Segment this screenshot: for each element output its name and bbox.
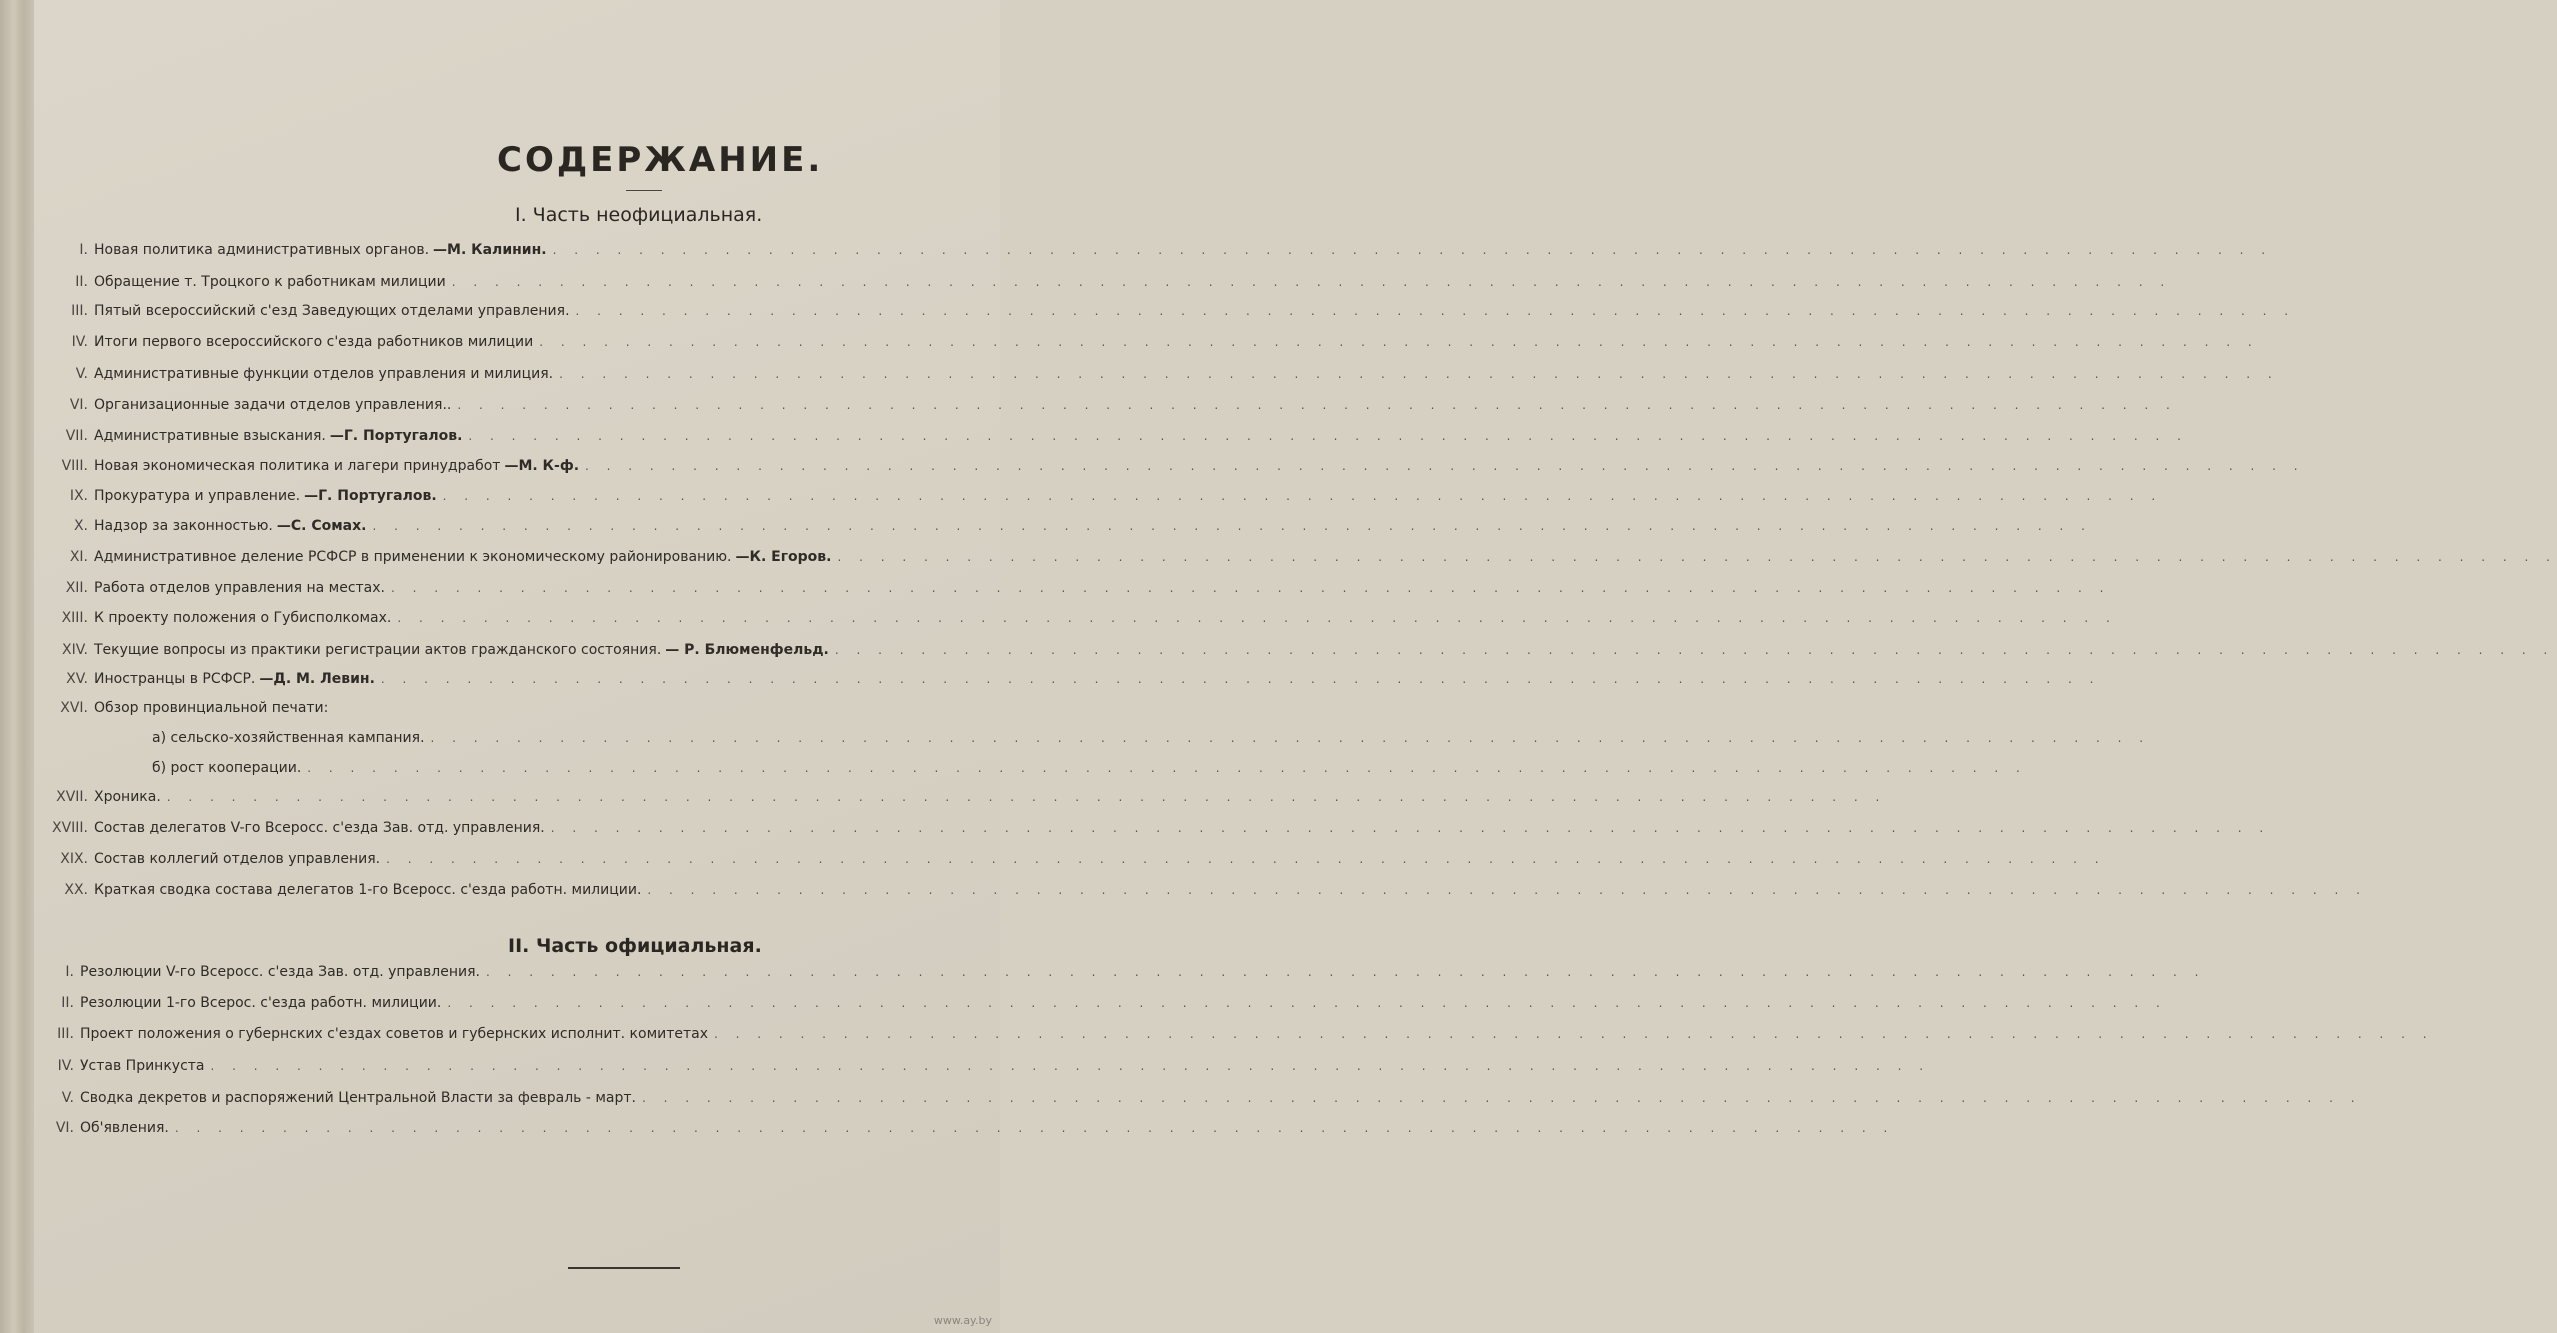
entry-title: б) рост кооперации. [152,760,302,776]
dot-leader: . . . . . . . . . . . . . . . . . . . . . . . . . . . . . . . . . . . . . . . . . . . . . . . . . . . . . . . . . . . . . . . . . . . . . . . . . . . . . . . . [642,1091,2362,1105]
part1-entry [34,274,2172,294]
entry-title: Новая экономическая политика и лагери принудработ [94,458,501,474]
dot-leader: . . . . . . . . . . . . . . . . . . . . . . . . . . . . . . . . . . . . . . . . . . . . . . . . . . . . . . . . . . . . . . . . . . . . . . . . . . . . . . . . [386,852,2106,866]
dot-leader: . . . . . . . . . . . . . . . . . . . . . . . . . . . . . . . . . . . . . . . . . . . . . . . . . . . . . . . . . . . . . . . . . . . . . . . . . . . . . . . . [447,996,2167,1010]
part1-entry [34,580,2111,600]
entry-title: Новая политика административных органов. [94,242,430,258]
entry-title: Проект положения о губернских с'ездах советов и губернских исполнит. комитетах [80,1026,709,1042]
entry-title: Пятый всероссийский с'езд Заведующих отделами управления. [94,303,570,319]
dot-leader: . . . . . . . . . . . . . . . . . . . . . . . . . . . . . . . . . . . . . . . . . . . . . . . . . . . . . . . . . . . . . . . . . . . . . . . . . . . . . . . . [647,883,2367,897]
dot-leader: . . . . . . . . . . . . . . . . . . . . . . . . . . . . . . . . . . . . . . . . . . . . . . . . . . . . . . . . . . . . . . . . . . . . . . . . . . . . . . . . [166,790,1887,804]
bottom-rule [568,1267,680,1269]
dot-leader: . . . . . . . . . . . . . . . . . . . . . . . . . . . . . . . . . . . . . . . . . . . . . . . . . . . . . . . . . . . . . . . . . . . . . . . . . . . . . . . . [210,1059,1931,1073]
dot-leader: . . . . . . . . . . . . . . . . . . . . . . . . . . . . . . . . . . . . . . . . . . . . . . . . . . . . . . . . . . . . . . . . . . . . . . . . . . . . . . . . [451,275,2172,289]
entry-title: Иностранцы в РСФСР. [94,671,256,687]
dot-leader: . . . . . . . . . . . . . . . . . . . . . . . . . . . . . . . . . . . . . . . . . . . . . . . . . . . . . . . . . . . . . . . . . . . . . . . . . . . . . . . . [714,1027,2434,1041]
watermark: www.ay.by [933,1314,992,1327]
entry-title: Хроника. [94,789,161,805]
part1-entry [34,488,2163,508]
entry-title: Краткая сводка состава делегатов 1-го Всеросс. с'езда работн. милиции. [94,882,642,898]
entry-title: Административное деление РСФСР в применении к экономическому районированию. [94,549,732,565]
entry-title: а) сельско-хозяйственная кампания. [152,730,425,746]
entry-title: Резолюции V-го Всеросс. с'езда Зав. отд. управления. [80,964,480,980]
entry-title: Резолюции 1-го Всерос. с'езда работн. милиции. [80,995,442,1011]
part1-entry [34,428,2188,448]
dot-leader: . . . . . . . . . . . . . . . . . . . . . . . . . . . . . . . . . . . . . . . . . . . . . . . . . . . . . . . . . . . . . . . . . . . . . . . . . . . . . . . . [552,243,2273,257]
entry-number: I. [65,964,74,980]
part2-entry [20,964,2206,984]
entry-number: III. [71,303,88,319]
entry-number: IV. [71,334,88,350]
entry-number: II. [61,995,74,1011]
part1-entry [34,851,2106,871]
entry-title: К проекту положения о Губисполкомах. [94,610,392,626]
entry-title: Об'явления. [80,1120,169,1136]
dot-leader: . . . . . . . . . . . . . . . . . . . . . . . . . . . . . . . . . . . . . . . . . . . . . . . . . . . . . . . . . . . . . . . . . . . . . . . . . . . . . . . . [585,459,2305,473]
entry-number: II. [75,274,88,290]
dot-leader: . . . . . . . . . . . . . . . . . . . . . . . . . . . . . . . . . . . . . . . . . . . . . . . . . . . . . . . . . . . . . . . . . . . . . . . . . . . . . . . . [575,304,2296,318]
part1-entry [34,334,2259,354]
entry-author: —Г. Португалов. [329,428,463,444]
dot-leader: . . . . . . . . . . . . . . . . . . . . . . . . . . . . . . . . . . . . . . . . . . . . . . . . . . . . . . . . . . . . . . . . . . . . . . . . . . . . . . . . [397,611,2117,625]
entry-title: Устав Принкуста [80,1058,205,1074]
part1-entry [34,303,2296,323]
entry-number: VI. [55,1120,74,1136]
entry-number: XVII. [56,789,88,805]
part1-entry [34,700,980,720]
entry-title: Итоги первого всероссийского с'езда работников милиции [94,334,534,350]
entry-author: —М. К-ф. [504,458,580,474]
entry-author: —Г. Португалов. [304,488,437,504]
entry-author: —К. Егоров. [735,549,832,565]
part1-entry [34,789,1887,809]
entry-number: XVIII. [51,820,88,836]
part1-entry [34,518,2092,538]
dot-leader: . . . . . . . . . . . . . . . . . . . . . . . . . . . . . . . . . . . . . . . . . . . . . . . . . . . . . . . . . . . . . . . . . . . . . . . . . . . . . . . . [391,581,2111,595]
entry-title: Надзор за законностью. [94,518,273,534]
part1-entry [34,242,2273,262]
entry-number: XII. [65,580,88,596]
entry-title: Работа отделов управления на местах. [94,580,385,596]
part2-entry [20,1058,1931,1078]
entry-title: Текущие вопросы из практики регистрации актов гражданского состояния. [94,642,662,658]
dot-leader: . . . . . . . . . . . . . . . . . . . . . . . . . . . . . . . . . . . . . . . . . . . . . . . . . . . . . . . . . . . . . . . . . . . . . . . . . . . . . . . . [485,965,2206,979]
part1-entry [34,458,2305,478]
entry-number: XVI. [60,700,88,716]
entry-number: XI. [69,549,88,565]
dot-leader: . . . . . . . . . . . . . . . . . . . . . . . . . . . . . . . . . . . . . . . . . . . . . . . . . . . . . . . . . . . . . . . . . . . . . . . . . . . . . . . . [442,489,2163,503]
part2-entry [20,995,2167,1015]
part1-entry [34,820,2271,840]
dot-leader: . . . . . . . . . . . . . . . . . . . . . . . . . . . . . . . . . . . . . . . . . . . . . . . . . . . . . . . . . . . . . . . . . . . . . . . . . . . . . . . . [834,643,2555,657]
entry-title: Обращение т. Троцкого к работникам милиции [94,274,446,290]
part2-heading: II. Часть официальная. [508,935,762,957]
part2-entry [20,1026,2434,1046]
entry-author: —Д. М. Левин. [259,671,375,687]
dot-leader: . . . . . . . . . . . . . . . . . . . . . . . . . . . . . . . . . . . . . . . . . . . . . . . . . . . . . . . . . . . . . . . . . . . . . . . . . . . . . . . . [550,821,2271,835]
entry-number: XV. [66,671,88,687]
dot-leader: . . . . . . . . . . . . . . . . . . . . . . . . . . . . . . . . . . . . . . . . . . . . . . . . . . . . . . . . . . . . . . . . . . . . . . . . . . . . . . . . [174,1121,1895,1135]
entry-title: Сводка декретов и распоряжений Центральной Власти за февраль - март. [80,1090,637,1106]
part2-entry [20,1120,1895,1140]
dot-leader: . . . . . . . . . . . . . . . . . . . . . . . . . . . . . . . . . . . . . . . . . . . . . . . . . . . . . . . . . . . . . . . . . . . . . . . . . . . . . . . . [468,429,2188,443]
entry-number: XIX. [60,851,88,867]
entry-number: III. [57,1026,74,1042]
entry-title: Состав делегатов V-го Всеросс. с'езда Зав. отд. управления. [94,820,545,836]
dot-leader: . . . . . . . . . . . . . . . . . . . . . . . . . . . . . . . . . . . . . . . . . . . . . . . . . . . . . . . . . . . . . . . . . . . . . . . . . . . . . . . . [457,398,2177,412]
title-rule [626,190,662,191]
dot-leader: . . . . . . . . . . . . . . . . . . . . . . . . . . . . . . . . . . . . . . . . . . . . . . . . . . . . . . . . . . . . . . . . . . . . . . . . . . . . . . . . [837,550,2557,564]
part1-entry [34,610,2117,630]
part2-entry [20,1090,2362,1110]
entry-number: VI. [69,397,88,413]
entry-title: Организационные задачи отделов управления.. [94,397,452,413]
dot-leader: . . . . . . . . . . . . . . . . . . . . . . . . . . . . . . . . . . . . . . . . . . . . . . . . . . . . . . . . . . . . . . . . . . . . . . . . . . . . . . . . [307,761,2027,775]
dot-leader: . . . . . . . . . . . . . . . . . . . . . . . . . . . . . . . . . . . . . . . . . . . . . . . . . . . . . . . . . . . . . . . . . . . . . . . . . . . . . . . . [539,335,2259,349]
entry-number: V. [61,1090,74,1106]
part1-entry [34,642,2555,662]
entry-number: VII. [65,428,88,444]
part1-entry [152,760,2027,780]
entry-number: I. [79,242,88,258]
entry-number: V. [75,366,88,382]
part1-entry [152,730,2151,750]
entry-number: IV. [57,1058,74,1074]
entry-number: XIV. [62,642,88,658]
entry-title: Прокуратура и управление. [94,488,301,504]
part1-heading: I. Часть неофициальная. [515,204,763,226]
entry-author: — Р. Блюменфельд. [665,642,829,658]
entry-number: IX. [69,488,88,504]
dot-leader: . . . . . . . . . . . . . . . . . . . . . . . . . . . . . . . . . . . . . . . . . . . . . . . . . . . . . . . . . . . . . . . . . . . . . . . . . . . . . . . . [372,519,2092,533]
part1-entry [34,366,2279,386]
entry-number: XIII. [61,610,88,626]
part1-entry [34,671,2101,691]
entry-title: Административные взыскания. [94,428,326,444]
page-title: СОДЕРЖАНИЕ. [497,140,824,180]
dot-leader: . . . . . . . . . . . . . . . . . . . . . . . . . . . . . . . . . . . . . . . . . . . . . . . . . . . . . . . . . . . . . . . . . . . . . . . . . . . . . . . . [559,367,2279,381]
entry-title: Состав коллегий отделов управления. [94,851,381,867]
entry-author: —М. Калинин. [433,242,547,258]
entry-number: XX. [64,882,88,898]
entry-number: X. [73,518,88,534]
entry-title: Административные функции отделов управления и милиция. [94,366,554,382]
dot-leader: . . . . . . . . . . . . . . . . . . . . . . . . . . . . . . . . . . . . . . . . . . . . . . . . . . . . . . . . . . . . . . . . . . . . . . . . . . . . . . . . [380,672,2101,686]
part1-entry [34,549,2557,569]
entry-number: VIII. [61,458,88,474]
part1-entry [34,397,2177,417]
entry-author: —С. Сомах. [276,518,367,534]
dot-leader: . . . . . . . . . . . . . . . . . . . . . . . . . . . . . . . . . . . . . . . . . . . . . . . . . . . . . . . . . . . . . . . . . . . . . . . . . . . . . . . . [430,731,2151,745]
part1-entry [34,882,2367,902]
entry-title: Обзор провинциальной печати: [94,700,329,716]
